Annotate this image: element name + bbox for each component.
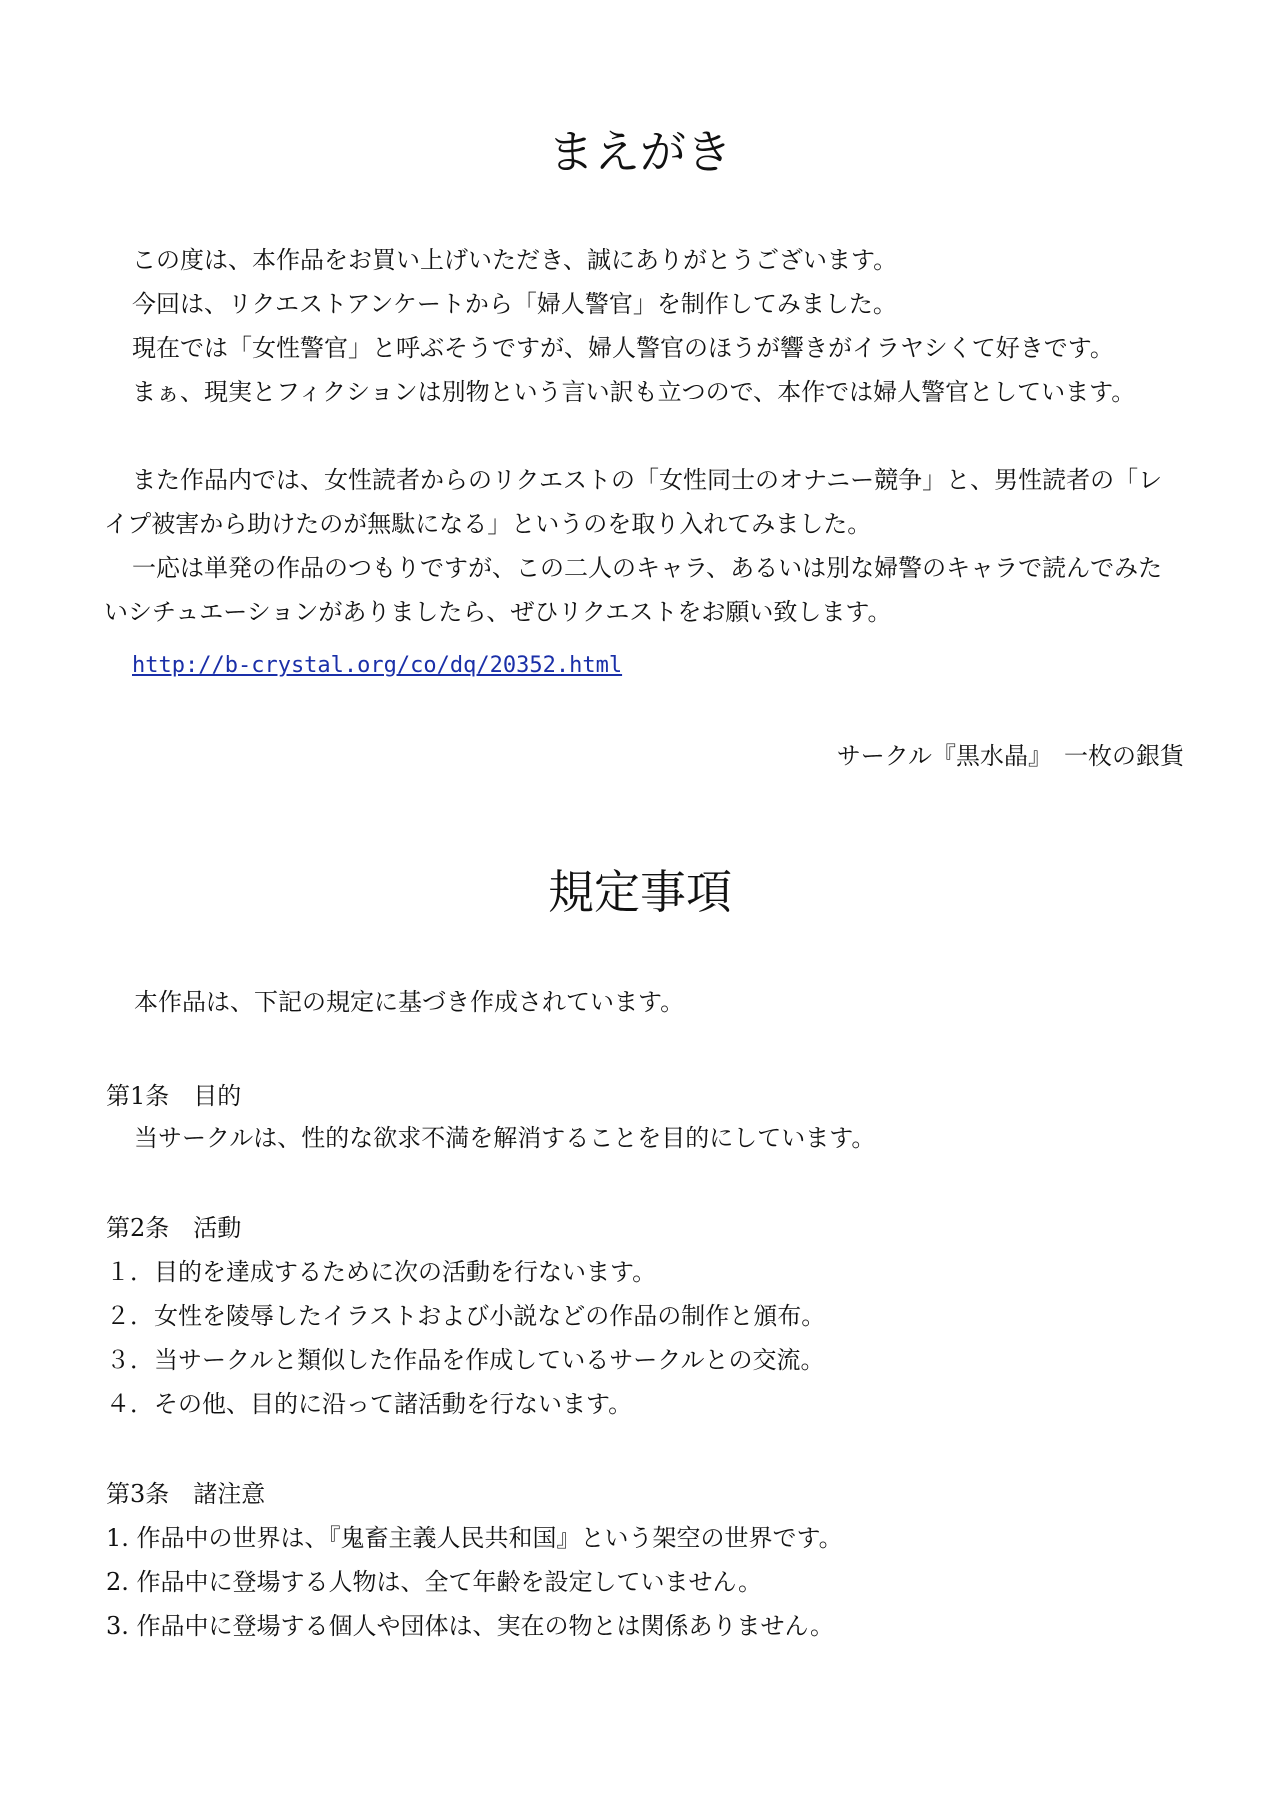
- preface-paragraph-5: また作品内では、女性読者からのリクエストの「女性同士のオナニー競争」と、男性読者の「レイプ被害から助けたのが無駄になる」というのを取り入れてみました。: [104, 466, 1163, 538]
- preface-paragraph-2: 今回は、リクエストアンケートから「婦人警官」を制作してみました。: [132, 290, 897, 318]
- rules-title: 規定事項: [548, 865, 732, 919]
- circle-signature: サークル『黒水晶』 一枚の銀貨: [836, 742, 1184, 770]
- article-3-item: 3. 作品中に登場する個人や団体は、実在の物とは関係ありません。: [106, 1612, 834, 1640]
- article-2-item: ４．その他、目的に沿って諸活動を行ないます。: [106, 1390, 633, 1418]
- preface-paragraph-1: この度は、本作品をお買い上げいただき、誠にありがとうございます。: [132, 246, 898, 274]
- preface-paragraph-4: まぁ、現実とフィクションは別物という言い訳も立つので、本作では婦人警官としています。: [132, 378, 1136, 406]
- article-1-body: 当サークルは、性的な欲求不満を解消することを目的にしています。: [134, 1124, 876, 1152]
- preface-title: まえがき: [548, 125, 732, 179]
- article-2-heading: 第2条 活動: [106, 1214, 242, 1242]
- preface-paragraph-6: 一応は単発の作品のつもりですが、この二人のキャラ、あるいは別な婦警のキャラで読んでみたいシチュエーションがありましたら、ぜひリクエストをお願い致します。: [104, 554, 1163, 626]
- article-3-item: 1. 作品中の世界は、『鬼畜主義人民共和国』という架空の世界です。: [106, 1524, 843, 1552]
- article-3-item: 2. 作品中に登場する人物は、全て年齢を設定していません。: [106, 1568, 762, 1596]
- request-link[interactable]: http://b-crystal.org/co/dq/20352.html: [132, 653, 623, 678]
- article-1-heading: 第1条 目的: [106, 1082, 242, 1110]
- article-3-heading: 第3条 諸注意: [106, 1480, 266, 1508]
- article-2-item: ２．女性を陵辱したイラストおよび小説などの作品の制作と頒布。: [106, 1302, 826, 1330]
- preface-paragraph-3: 現在では「女性警官」と呼ぶそうですが、婦人警官のほうが響きがイラヤシくて好きです。: [132, 334, 1114, 362]
- rules-intro: 本作品は、下記の規定に基づき作成されています。: [134, 988, 685, 1016]
- article-2-item: １．目的を達成するために次の活動を行ないます。: [106, 1258, 657, 1286]
- article-2-item: ３．当サークルと類似した作品を作成しているサークルとの交流。: [106, 1346, 825, 1374]
